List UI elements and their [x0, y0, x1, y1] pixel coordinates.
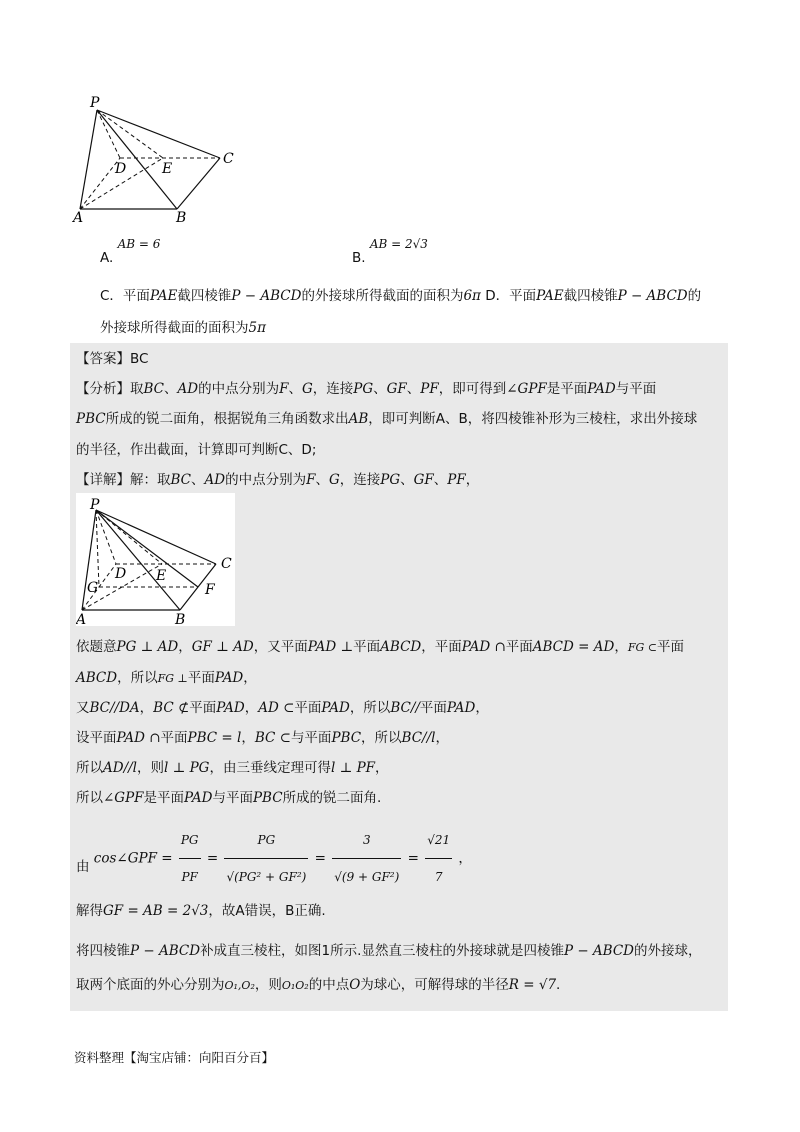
- analysis-line-1: 【分析】取BC、AD的中点分别为F、G，连接PG、GF、PF，即可得到∠GPF是平面PAD与平面: [76, 381, 657, 397]
- frac-pg-pf: $\frac{PG}{PF}$: [179, 822, 201, 895]
- edge-ad: [80, 158, 120, 209]
- pyramid-figure-2: [76, 496, 235, 626]
- label-c: C: [221, 556, 232, 572]
- answer-line: 【答案】BC: [76, 351, 149, 367]
- solution-shade-right: [235, 493, 728, 626]
- label-f: F: [205, 582, 215, 598]
- label-e: E: [156, 568, 167, 584]
- proof-line-8: 将四棱锥P − ABCD补成直三棱柱，如图1所示.显然直三棱柱的外接球就是四棱锥P − ABCD的外接球，: [76, 943, 702, 959]
- frac-3-root: $\frac{3}{\text{√(9 + GF²)}}$: [332, 822, 401, 895]
- pyramid-figure-1: [70, 92, 240, 227]
- option-b: B. AB = 2√3: [352, 237, 428, 266]
- label-c: C: [223, 151, 234, 167]
- proof-line-9: 取两个底面的外心分别为O₁,O₂，则O₁O₂的中点O为球心，可解得球的半径R = √7.: [76, 977, 561, 993]
- label-b: B: [176, 210, 187, 226]
- proof-line-6: 所以∠GPF是平面PAD与平面PBC所成的锐二面角.: [76, 790, 382, 806]
- label-p: P: [90, 95, 100, 111]
- footer-text: 资料整理【淘宝店铺：向阳百分百】: [74, 1050, 275, 1065]
- label-d: D: [115, 161, 127, 177]
- edge-pc: [97, 110, 220, 158]
- proof-line-5: 所以AD//l，则l ⊥ PG，由三垂线定理可得l ⊥ PF，: [76, 760, 389, 776]
- frac-pg-root: $\frac{PG}{\text{√(PG² + GF²)}}$: [224, 822, 308, 895]
- label-g: G: [87, 580, 99, 596]
- option-d-cont: 外接球所得截面的面积为5π: [100, 320, 266, 336]
- edge-pg: [96, 510, 99, 587]
- option-a: A. AB = 6: [100, 237, 161, 266]
- label-d: D: [115, 566, 127, 582]
- proof-line-7: 解得GF = AB = 2√3，故A错误，B正确.: [76, 903, 326, 919]
- label-a: A: [73, 210, 84, 226]
- label-a: A: [76, 612, 87, 626]
- label-b: B: [175, 612, 186, 626]
- label-p: P: [90, 497, 100, 513]
- analysis-line-3: 的半径，作出截面，计算即可判断C、D;: [76, 442, 317, 458]
- edge-bc: [177, 158, 220, 209]
- proof-line-1: 依题意PG ⊥ AD，GF ⊥ AD，又平面PAD ⊥平面ABCD，平面PAD ∩平面ABCD = AD，FG ⊂平面: [76, 639, 684, 655]
- frac-root21-7: $\frac{√21}{7}$: [425, 822, 452, 895]
- proof-line-4: 设平面PAD ∩平面PBC = l，BC ⊂与平面PBC，所以BC//l，: [76, 730, 449, 746]
- detail-line-1: 【详解】解：取BC、AD的中点分别为F、G，连接PG、GF、PF，: [76, 472, 480, 488]
- edge-pb: [97, 110, 177, 209]
- option-cd: C．平面PAE截四棱锥P − ABCD的外接球所得截面的面积为6π D．平面PAE截四棱锥P − ABCD的: [100, 288, 702, 304]
- analysis-line-2: PBC所成的锐二面角，根据锐角三角函数求出AB，即可判断A、B，将四棱锥补形为三棱柱，求出外接球: [76, 411, 698, 427]
- label-e: E: [162, 161, 173, 177]
- cos-equation: 由 cos∠GPF = $\frac{PG}{PF}$ = $\frac{PG}{\text{√(PG² + GF²)}}$ = $\frac{3}{\text{√(9 + GF²)}}$ = $\frac{√21}{7}$ ，: [76, 822, 472, 895]
- proof-line-3: 又BC//DA，BC ⊄平面PAD，AD ⊂平面PAD，所以BC//平面PAD，: [76, 700, 489, 716]
- proof-line-2: ABCD，所以FG ⊥平面PAD，: [76, 670, 257, 686]
- edge-pa: [80, 110, 97, 209]
